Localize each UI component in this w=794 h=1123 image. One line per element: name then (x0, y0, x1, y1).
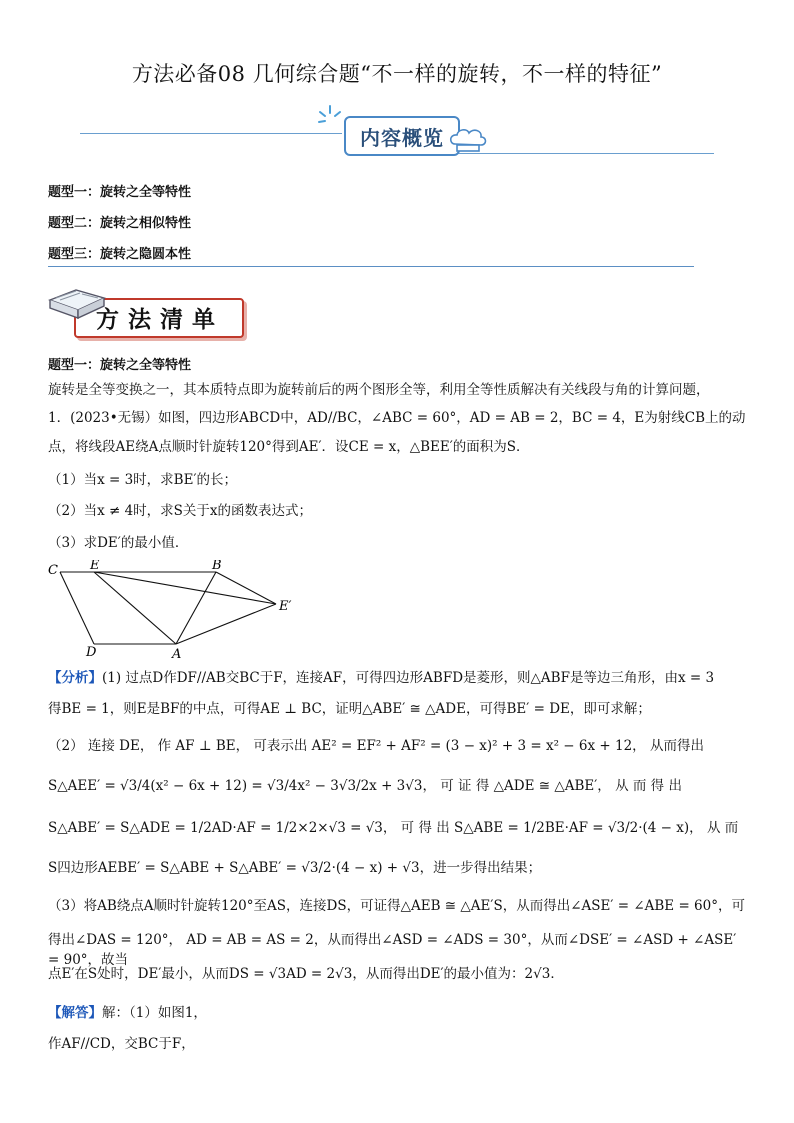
overview-divider (48, 266, 694, 267)
overview-item-2: 题型二：旋转之相似特性 (48, 216, 192, 231)
analysis-line-5: S△ABE′ = S△ADE = 1/2AD·AF = 1/2×2×√3 = √3， 可 得 出 S△ABE = 1/2BE·AF = √3/2·(4 − x)， 从 而 (48, 820, 739, 836)
question-1: （1）当x = 3时，求BE′的长； (48, 472, 238, 488)
label-C: C (48, 563, 58, 578)
segment-EE-prime (94, 572, 276, 604)
segment-EA (94, 572, 176, 644)
overview-header (344, 116, 460, 156)
question-3: （3）求DE′的最小值． (48, 535, 189, 551)
analysis-line-1 (48, 668, 748, 688)
analysis-line-3: （2） 连接 DE， 作 AF ⊥ BE， 可表示出 AE² = EF² + AF² = (3 − x)² + 3 = x² − 6x + 12， 从而得出 (48, 738, 704, 754)
analysis-line-2: 得BE = 1，则E是BF的中点，可得AE ⊥ BC，证明△ABE′ ≅ △ADE，可得BE′ = DE，即可求解； (48, 701, 651, 717)
overview-line-left (80, 133, 342, 134)
label-E-prime: E′ (279, 599, 292, 614)
method-section-title: 题型一：旋转之全等特性 (48, 358, 192, 373)
analysis-line-8: 得出∠DAS = 120°， AD = AB = AS = 2，从而得出∠ASD = ∠ADS = 30°，从而∠DSE′ = ∠ASD + ∠ASE′ = 90°，故当 (48, 932, 737, 968)
label-B: B (212, 560, 222, 573)
overview-item-3: 题型三：旋转之隐圆本性 (48, 247, 192, 262)
chef-hat-icon (449, 128, 487, 154)
analysis-text-1: (1) 过点D作DF//AB交BC于F，连接AF，可得四边形ABFD是菱形，则△ABF是等边三角形，由x = 3 (102, 670, 715, 686)
label-E: E (90, 560, 100, 573)
method-header: 方法清单 (96, 307, 224, 333)
segment-AB (176, 572, 216, 644)
geometry-figure (46, 560, 308, 660)
analysis-line-4: S△AEE′ = √3/4(x² − 6x + 12) = √3/4x² − 3√3/2x + 3√3， 可 证 得 △ADE ≅ △ABE′， 从 而 得 出 (48, 778, 682, 794)
overview-header-label: 内容概览 (360, 125, 444, 150)
sparkle-icon (316, 104, 344, 132)
analysis-line-7: （3）将AB绕点A顺时针旋转120°至AS，连接DS，可证得△AEB ≅ △AE′S，从而得出∠ASE′ = ∠ABE = 60°，可 (48, 898, 745, 914)
segment-AE-prime (176, 604, 276, 644)
analysis-line-9: 点E′在S处时，DE′最小，从而DS = √3AD = 2√3，从而得出DE′的最小值为：2√3． (48, 966, 564, 982)
label-A: A (172, 647, 182, 660)
method-intro: 旋转是全等变换之一，其本质特点即为旋转前后的两个图形全等，利用全等性质解决有关线段与角的计算问题， (48, 382, 710, 398)
overview-item-1: 题型一：旋转之全等特性 (48, 185, 192, 200)
question-2: （2）当x ≠ 4时，求S关于x的函数表达式； (48, 503, 313, 519)
page-title: 方法必备08 几何综合题“不一样的旋转，不一样的特征” (131, 62, 663, 86)
answer-line-1 (48, 1003, 748, 1023)
problem-line-2: 点，将线段AE绕A点顺时针旋转120°得到AE′．设CE = x，△BEE′的面积为S． (48, 439, 530, 455)
answer-tag: 【解答】 (48, 1005, 102, 1021)
analysis-tag: 【分析】 (48, 670, 102, 686)
answer-text-1: 解：（1）如图1， (102, 1005, 207, 1021)
problem-line-1: 1．(2023•无锡）如图，四边形ABCD中，AD//BC，∠ABC = 60°，AD = AB = 2，BC = 4，E为射线CB上的动 (48, 410, 746, 426)
label-D: D (86, 645, 97, 660)
segment-CD (60, 572, 94, 644)
answer-line-2: 作AF//CD，交BC于F， (48, 1036, 195, 1052)
overview-line-right (456, 153, 714, 154)
analysis-line-6: S四边形AEBE′ = S△ABE + S△ABE′ = √3/2·(4 − x) + √3，进一步得出结果； (48, 860, 542, 876)
